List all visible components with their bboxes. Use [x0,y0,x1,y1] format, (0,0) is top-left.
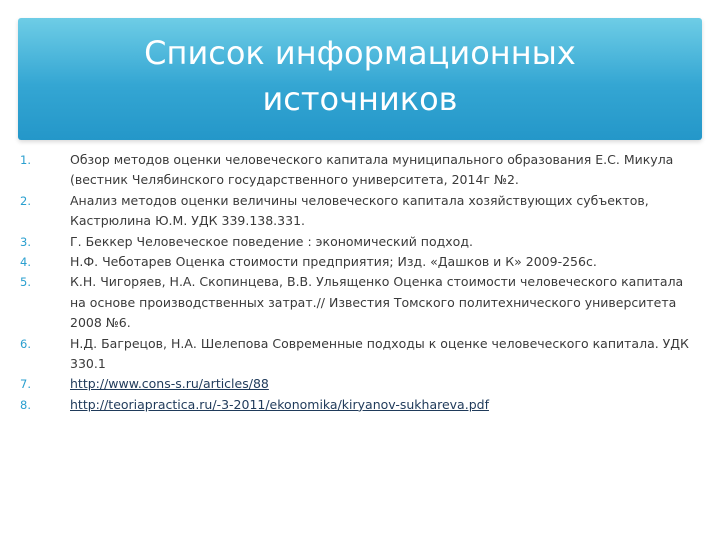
list-item [20,150,700,191]
title-line-2: источников [262,80,458,118]
item-number: 2. [20,193,31,208]
item-number: 3. [20,234,31,249]
item-text: Обзор методов оценки человеческого капитала муниципального образования Е.С. Микула (вестник Челябинского государственного университета, 2014г №2. [70,152,674,188]
list-item [20,272,700,333]
item-text: Н.Ф. Чеботарев Оценка стоимости предприятия; Изд. «Дашков и К» 2009-256с. [70,254,597,270]
source-link-teoriapractica[interactable]: http://teoriapractica.ru/-3-2011/ekonomika/kiryanov-sukhareva.pdf [70,396,489,412]
list-item [20,334,700,375]
item-number: 5. [20,275,31,290]
item-number: 1. [20,153,31,167]
list-item [20,232,700,252]
item-number: 8. [20,397,31,412]
source-link-cons-s[interactable]: http://www.cons-s.ru/articles/88 [70,376,269,392]
item-text: Г. Беккер Человеческое поведение : экономический подход. [70,233,473,249]
list-item[interactable] [20,374,700,394]
list-item [20,252,700,272]
slide-title [18,30,702,122]
item-text: К.Н. Чигоряев, Н.А. Скопинцева, В.В. Ульященко Оценка стоимости человеческого капитала на основе производственных затрат.// Известия Томского политехнического университета 2008 №6. [70,274,684,331]
item-text: Анализ методов оценки величины человеческого капитала хозяйствующих субъектов, Кастрюлина Ю.М. УДК 339.138.331. [70,192,649,229]
list-item [20,191,700,232]
item-number: 4. [20,255,31,270]
item-number: 6. [20,336,31,351]
list-item[interactable] [20,395,700,415]
sources-list [20,150,700,415]
item-text: Н.Д. Багрецов, Н.А. Шелепова Современные подходы к оценке человеческого капитала. УДК 330.1 [70,335,689,372]
item-number: 7. [20,377,31,392]
title-line-1: Список информационных [144,34,576,72]
